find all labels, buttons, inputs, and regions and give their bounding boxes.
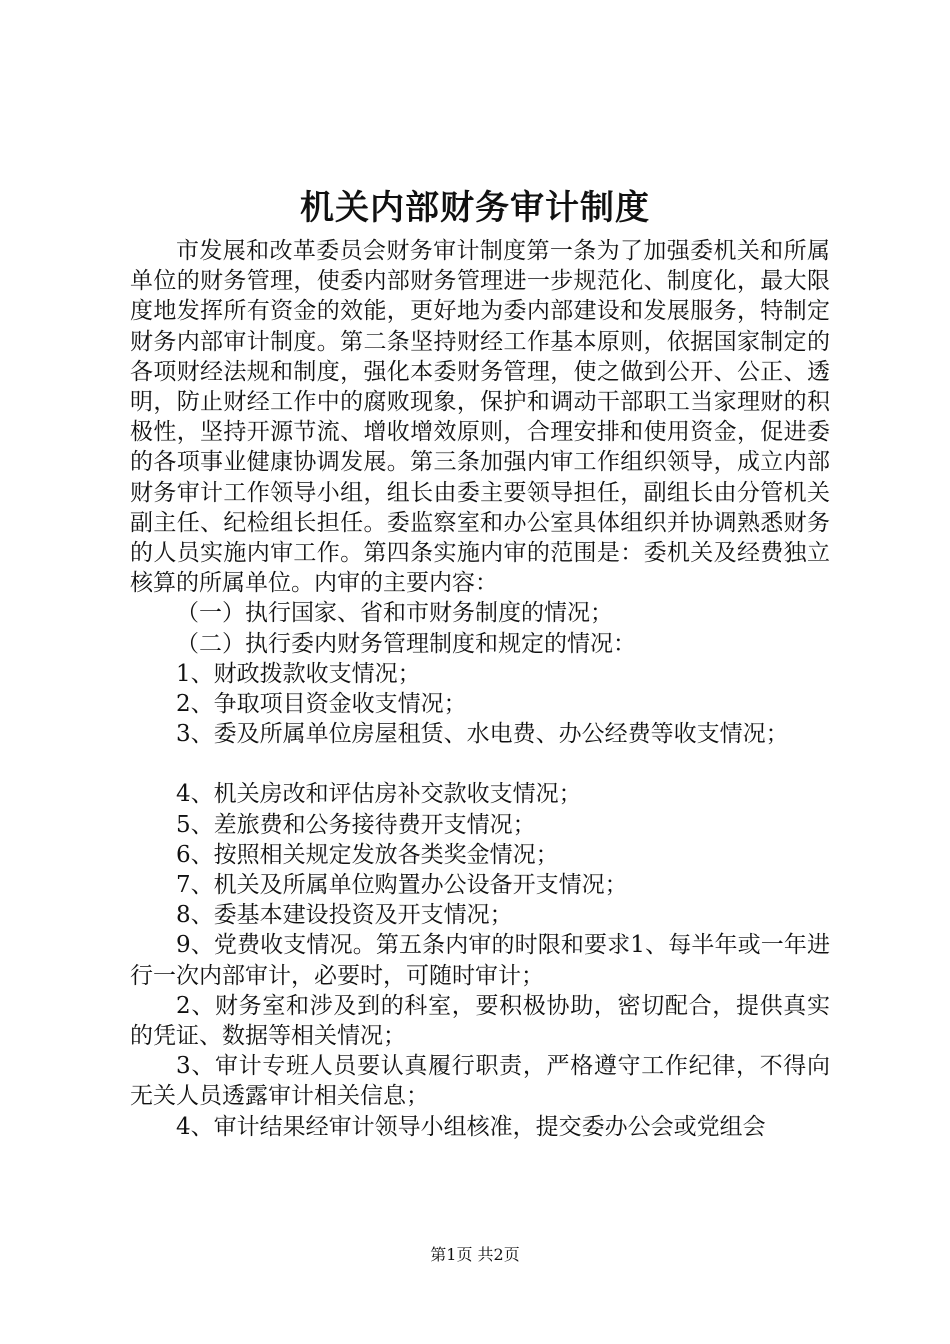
list-item: 5、差旅费和公务接待费开支情况； [176, 811, 536, 838]
list-item: 7、机关及所属单位购置办公设备开支情况； [176, 872, 628, 899]
document-body [130, 236, 830, 1142]
list-item: （一）执行国家、省和市财务制度的情况； [176, 600, 613, 627]
page-footer: 第1页 共2页 [430, 1245, 520, 1264]
list-item: 2、争取项目资金收支情况； [176, 691, 467, 718]
list-item: （二）执行委内财务管理制度和规定的情况： [176, 630, 636, 657]
list-item: 1、财政拨款收支情况； [176, 660, 421, 687]
closing-paragraph: 9、党费收支情况。第五条内审的时限和要求1、每半年或一年进行一次内部审计，必要时，可随时审计； [130, 932, 830, 989]
intro-paragraph: 市发展和改革委员会财务审计制度第一条为了加强委机关和所属单位的财务管理，使委内部财务管理进一步规范化、制度化，最大限度地发挥所有资金的效能，更好地为委内部建设和发展服务，特制定财务内部审计制度。第二条坚持财经工作基本原则，依据国家制定的各项财经法规和制度，强化本委财务管理，使之做到公开、公正、透明，防止财经工作中的腐败现象，保护和调动干部职工当家理财的积极性，坚持开源节流、增收增效原则，合理安排和使用资金，促进委的各项事业健康协调发展。第三条加强内审工作组织领导，成立内部财务审计工作领导小组，组长由委主要领导担任，副组长由分管机关副主任、纪检组长担任。委监察室和办公室具体组织并协调熟悉财务的人员实施内审工作。第四条实施内审的范围是：委机关及经费独立核算的所属单位。内审的主要内容： [130, 238, 830, 597]
document-title: 机关内部财务审计制度 [300, 188, 650, 228]
list-item: 6、按照相关规定发放各类奖金情况； [176, 841, 559, 868]
list-item: 3、委及所属单位房屋租赁、水电费、办公经费等收支情况； [176, 721, 789, 748]
list-item: 8、委基本建设投资及开支情况； [176, 902, 513, 929]
list-item: 4、机关房改和评估房补交款收支情况； [176, 781, 582, 808]
blank-line [130, 749, 830, 779]
closing-paragraph: 2、财务室和涉及到的科室，要积极协助，密切配合，提供真实的凭证、数据等相关情况； [130, 992, 830, 1050]
closing-paragraph: 3、审计专班人员要认真履行职责，严格遵守工作纪律，不得向无关人员透露审计相关信息； [130, 1053, 830, 1110]
closing-paragraph: 4、审计结果经审计领导小组核准，提交委办公会或党组会 [176, 1113, 766, 1140]
